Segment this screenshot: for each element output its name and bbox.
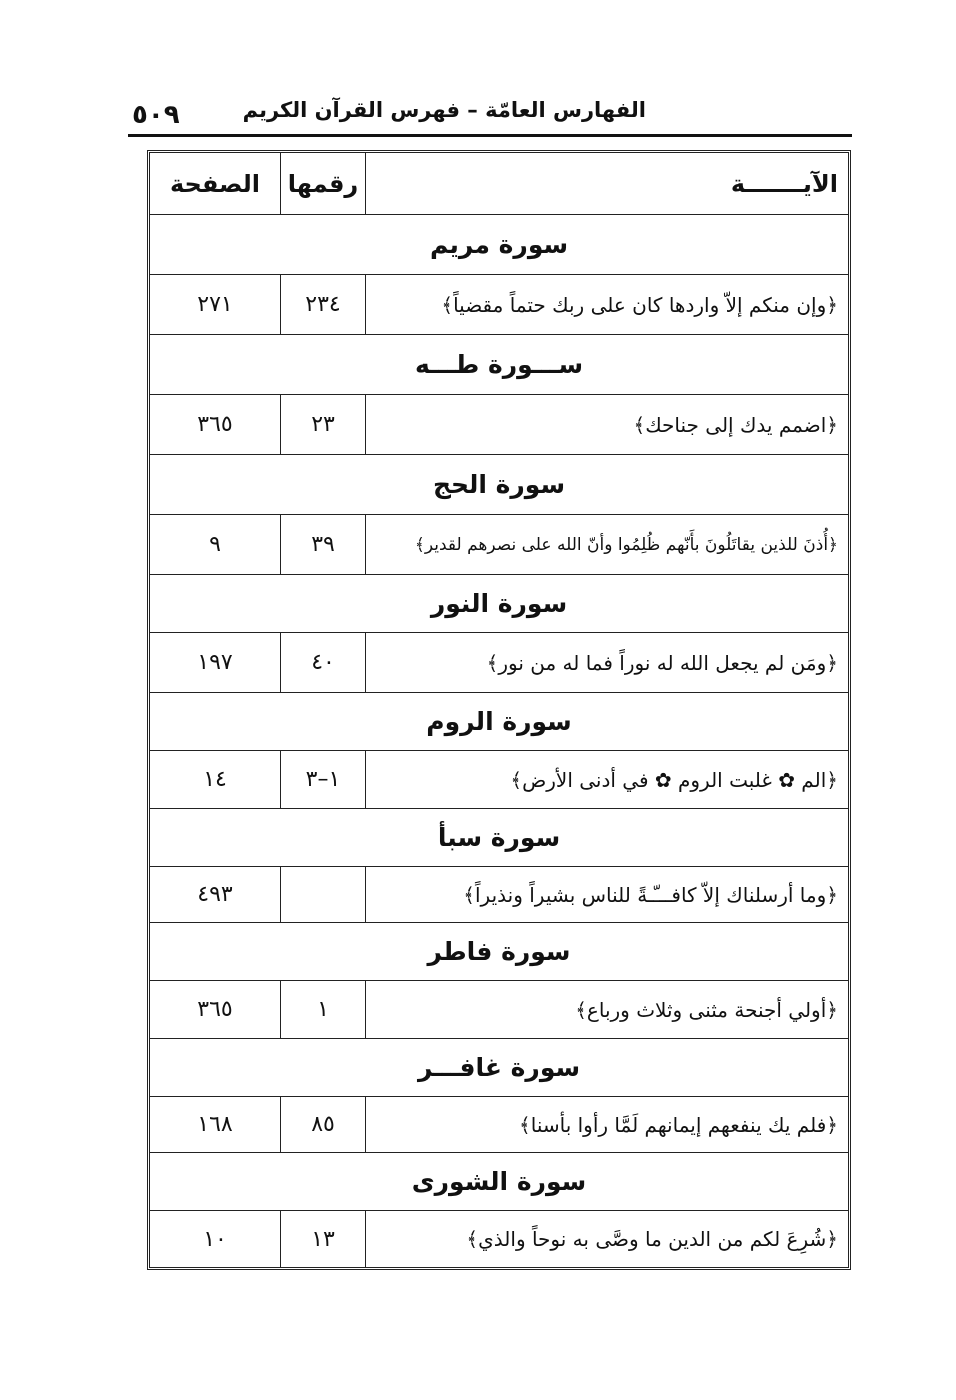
surah-heading-fatir: سورة فاطر — [150, 923, 848, 981]
table-header-row — [150, 153, 848, 215]
page-ref: ٩ — [209, 532, 221, 557]
verse-number: ٣٩ — [280, 515, 366, 574]
verse-number — [280, 867, 366, 922]
column-header-page: الصفحة — [170, 169, 261, 198]
surah-heading-saba: سورة سبأ — [150, 809, 848, 867]
table-row — [150, 981, 848, 1039]
verse-text: ﴿وما أرسلناك إلاّ كافـــّـةً للناس بشيراً ونذيراً﴾ — [463, 882, 838, 907]
surah-heading-arrum: سورة الروم — [150, 693, 848, 751]
page-ref: ١٤ — [203, 767, 227, 792]
verse-number: ٨٥ — [280, 1097, 366, 1152]
verse-number: ٢٣٤ — [280, 275, 366, 334]
surah-heading-ghafir: سورة غافـــر — [150, 1039, 848, 1097]
column-header-number: رقمها — [280, 153, 366, 214]
verse-number: ٤٠ — [280, 633, 366, 692]
page-ref: ٣٦٥ — [197, 412, 233, 437]
quran-index-table — [147, 150, 851, 1270]
surah-heading-taha: ســـورة طـــه — [150, 335, 848, 395]
page-ref: ١٦٨ — [197, 1112, 233, 1137]
table-row — [150, 751, 848, 809]
surah-heading-alhajj: سورة الحج — [150, 455, 848, 515]
verse-text: ﴿اضمم يدك إلى جناحك﴾ — [633, 412, 838, 437]
surah-heading-annur: سورة النور — [150, 575, 848, 633]
table-row — [150, 633, 848, 693]
surah-heading-ashshura: سورة الشورى — [150, 1153, 848, 1211]
table-row — [150, 515, 848, 575]
verse-number: ١ — [280, 981, 366, 1038]
surah-heading-maryam: سورة مريم — [150, 215, 848, 275]
verse-number: ١–٣ — [280, 751, 366, 808]
page-ref: ٢٧١ — [197, 292, 233, 317]
verse-text: ﴿أولي أجنحة مثنى وثلاث ورباع﴾ — [575, 997, 838, 1022]
running-title: الفهارس العامّة – فهرس القرآن الكريم — [242, 98, 646, 122]
verse-text: ﴿أُذنَ للذين يقاتَلُونَ بأَنّهم ظُلِمُوا وأنّ الله على نصرهم لقدير﴾ — [414, 535, 838, 555]
verse-number: ٢٣ — [280, 395, 366, 454]
verse-number: ١٣ — [280, 1211, 366, 1267]
page-number: ٥٠٩ — [132, 100, 180, 130]
page-ref: ١٩٧ — [197, 650, 233, 675]
table-row — [150, 867, 848, 923]
verse-text: ﴿فلم يك ينفعهم إيمانهم لَمَّا رأوا بأسنا﴾ — [519, 1112, 838, 1137]
table-row — [150, 395, 848, 455]
header-rule — [128, 134, 852, 137]
verse-text: ﴿وإن منكم إلاّ واردها كان على ربك حتماً مقضياً﴾ — [441, 292, 838, 317]
verse-text: ﴿الم ✿ غلبت الروم ✿ في أدنى الأرض﴾ — [510, 767, 838, 792]
page-ref: ٤٩٣ — [197, 882, 233, 907]
table-row — [150, 275, 848, 335]
running-head — [128, 96, 852, 140]
table-row — [150, 1211, 848, 1267]
table-row — [150, 1097, 848, 1153]
verse-text: ﴿شُرِعَ لكم من الدين ما وصَّى به نوحاً والذي﴾ — [466, 1227, 838, 1251]
page-ref: ١٠ — [203, 1226, 227, 1252]
verse-text: ﴿ومَن لم يجعل الله له نوراً فما له من نور﴾ — [486, 650, 838, 675]
column-header-verse: الآيـــــــة — [730, 169, 838, 198]
page-ref: ٣٦٥ — [197, 997, 233, 1022]
